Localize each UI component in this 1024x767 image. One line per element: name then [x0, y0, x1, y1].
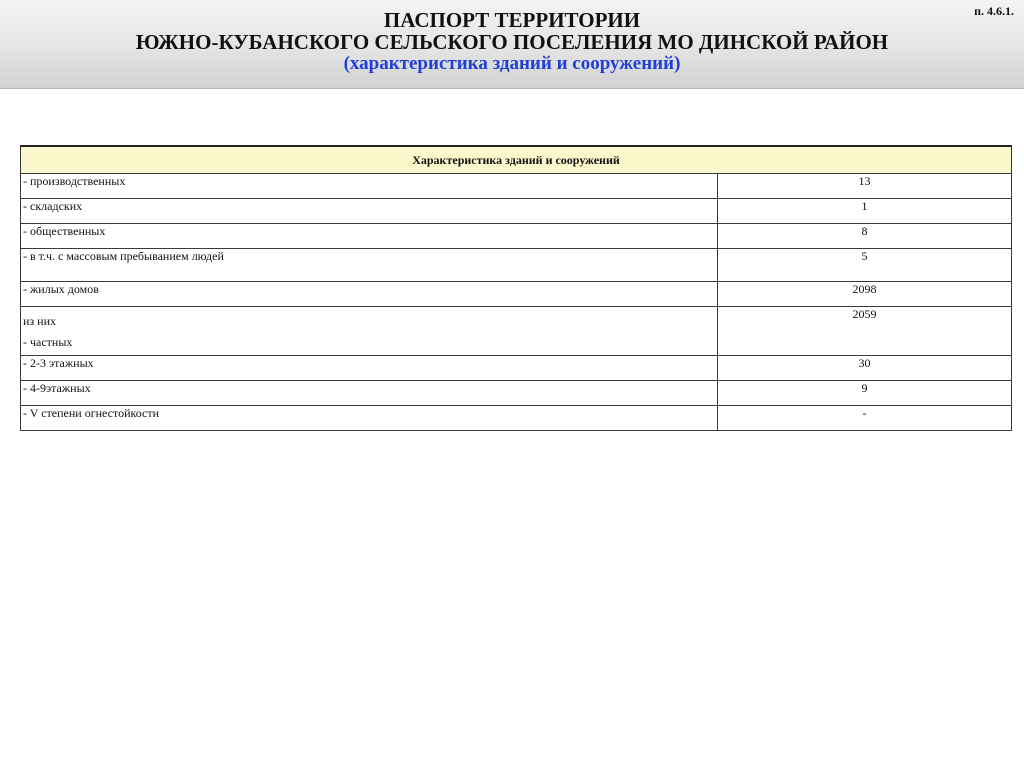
row-value: -: [718, 406, 1012, 431]
row-label: - жилых домов: [21, 282, 718, 307]
row-label: [21, 307, 718, 356]
table-header-row: [21, 146, 1012, 174]
table-row: [21, 381, 1012, 406]
row-value: 13: [718, 174, 1012, 199]
table-row: [21, 224, 1012, 249]
row-label: - производственных: [21, 174, 718, 199]
row-value: 9: [718, 381, 1012, 406]
row-label: - общественных: [21, 224, 718, 249]
page-number: п. 4.6.1.: [974, 4, 1014, 18]
table-row: [21, 174, 1012, 199]
row-value: 2059: [718, 307, 1012, 356]
title-line-1: ПАСПОРТ ТЕРРИТОРИИ: [383, 8, 641, 32]
row-label: - в т.ч. с массовым пребыванием людей: [21, 249, 718, 282]
table-row: [21, 282, 1012, 307]
row-label: - складских: [21, 199, 718, 224]
page-title: [0, 9, 1024, 75]
buildings-table: [20, 145, 1012, 431]
row-value: 30: [718, 356, 1012, 381]
table-row: [21, 406, 1012, 431]
row-label: - V степени огнестойкости: [21, 406, 718, 431]
row-value: 8: [718, 224, 1012, 249]
table-row: [21, 199, 1012, 224]
table-header: Характеристика зданий и сооружений: [21, 146, 1012, 174]
table-row: [21, 307, 1012, 356]
row-value: 5: [718, 249, 1012, 282]
row-label: - 4-9этажных: [21, 381, 718, 406]
row-label: - 2-3 этажных: [21, 356, 718, 381]
slide-header: [0, 0, 1024, 89]
row-label-line-1: из них: [23, 314, 57, 328]
row-label-line-2: - частных: [23, 335, 73, 349]
table-row: [21, 356, 1012, 381]
title-line-2: ЮЖНО-КУБАНСКОГО СЕЛЬСКОГО ПОСЕЛЕНИЯ МО ДИНСКОЙ РАЙОН: [135, 30, 889, 54]
title-subtitle: (характеристика зданий и сооружений): [343, 53, 681, 74]
row-value: 1: [718, 199, 1012, 224]
table-row: [21, 249, 1012, 282]
row-value: 2098: [718, 282, 1012, 307]
